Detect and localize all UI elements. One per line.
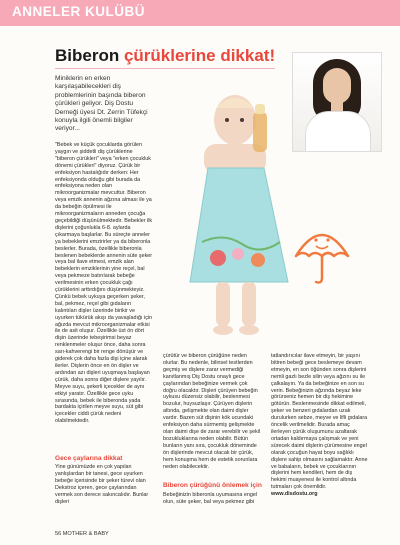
page-folio: 56 MOTHER & BABY (55, 531, 109, 537)
subhead-gece-caylari: Gece çaylarına dikkat (55, 455, 123, 462)
baby-photo (180, 82, 300, 344)
title-part1: Biberon (55, 46, 124, 65)
portrait-face (323, 68, 351, 104)
column-1 (55, 142, 153, 425)
title-divider (55, 68, 275, 69)
article-title (55, 46, 275, 66)
intro-paragraph: Miniklerin en erken karşılaşabilecekleri diş problemlerinin başında biberon çürükleri geliyor. Diş Dostu Derneği üyesi Dt. Zerrin Tüfekçi konuyla ilgili önemli bilgiler veriyor... (55, 75, 148, 133)
umbrella-icon (292, 218, 352, 288)
portrait-coat (305, 111, 371, 152)
title-part2: çürüklerine dikkat! (123, 46, 276, 65)
section-label: ANNELER KULÜBÜ (12, 4, 145, 19)
website-link[interactable]: www.disdostu.org (271, 491, 318, 498)
column-2-subbody: Bebeğinizin biberonla uyumasına engel olun, süte şeker, bal veya pekmez gibi (163, 492, 258, 505)
column-3-body: tatlandırıcılar ilave etmeyin, bir yaşını bitiren bebeği gece beslemeye devam etmeyin, en son öğünden sonra dişlerini nemli gazlı bezle silin veya ağzını su ile çalkalayın. Ya da bebeğinize en son su verin. Bebeğinizin ağzında beyaz leke görürseniz hemen bir diş hekimine götürün. Beslenmesinde dikkat edilmeli, şeker ve benzeri gıdalardan uzak durulurken sebze, meyve ve lifli gıdalara öncelik verilmelidir. Burada amaç ilerleyen çürük oluşumunu azaltarak ortadan kaldırmaya çalışmak ve yeni sürecek daimi dişlerin çürümesine engel olarak çocuğun hayat boyu sağlıklı dişlere sahip olmasını sağlamaktır. Anne ve babaların, bebek ve çocuklarının dişlerini hem kendileri, hem de diş hekimi muayenesi ile kontrol altında tutmaları çok önemlidir. (271, 353, 368, 491)
column-3 (271, 353, 369, 498)
column-1-body: "Bebek ve küçük çocuklarda görülen yaygın ve şiddetli diş çürüklerine "biberon çürükleri" veya "erken çocukluk dönemi çürükleri" diyoruz. Çürük bir enfeksiyon hastalığıdır derken: Her enfeksiyonda olduğu gibi burada da enfeksiyona neden olan mikroorganizmalar mevcuttur. Biberon veya emzik annenin ağzına alması ile ya da bebeğin öpülmesi ile mikroorganizmaların anneden çocuğa geçebildiği düşünülmektedir. Bebekler ilk dişlerini çoğunlukla 6-8. aylarda çıkarmaya başlarlar. Bu süreçte anneler ya bebeklerini emzirirler ya da biberonla beslerler. Burada, özellikle biberonla beslenen bebeklerde annenin süte şeker veya bal ilave etmesi, emzik alan bebeklerin emziklerinin yine reçel, bal veya pekmeze batırılarak bebeğe verilmesinin erken çocukluk çağı çürüklerini arttırdığını düşünmekteyiz. Çünkü bebek uykuya geçerken şeker, bal, pekmez, reçel gibi gıdaların kalıntıları dişler üzerinde birikir ve uyurken tükürük akışı da yavaşladığı için ağızda mevcut mikroorganizmalar etkisi ile de asit oluşur. Özellikle üst ön dört dişin üzerinde tebeşirimsi beyaz renklenmeler oluşur önce, daha sonra sarı-kahverengi bir renge dönüşür ve giderek çok daha fazla dişi içine alarak ilerler. Dişlerin önce en ön dişler ve ardından azı dişleri uyuşmaya başlayan çürük, daha sonra diğer dişlere yayılır. Meyve suyu, şekerli içecekler de aynı etkiyi yaratır. Özellikle gece uyku sırasında, bebek ile biberonda yada bardakta içirilen meyve suyu, süt gibi içecekler ciddi çürük nedeni olabilmektedir. (55, 142, 153, 425)
column-1-subbody: Yine günümüzde en çok yapılan yanlışlardan bir tanesi, gece uyurken bebeğe içerisinde bir şeker türevi olan Dekstroz içeren, gece çaylarından vermek son derece sakıncalıdır. Bunlar dişleri (55, 464, 149, 505)
author-portrait (292, 52, 382, 152)
section-header-bar (0, 0, 400, 26)
subhead-onlemek: Biberon çürüğünü önlemek için (163, 482, 262, 489)
column-2-body: çürütür ve biberon çürüğüne neden olurlar. Bu nedenle, bilinsel testlerden geçmiş ve dişlere zarar vermediği kanıtlanmış Diş Dostu onaylı gece çaylarından bebeğinize vermek çok doğru olacaktır. Dişleri çürüyen bebeğin uykusu düzensiz olabilir, beslenmesi bozulur, huysuzlaşır. Çürüyen dişlerin altında, gelişmekte olan daimi dişler vardır. Bazen süt dişinin kök ucundaki enfeksiyon daha sürmemiş gelişmekte olan daimi dişe de zarar verebilir ve şekil bozukluklarına neden olabilir. Bütün bunların yanı sıra, çocukluk döneminde ön dişlerinde mevcut olacak bir çürük, hem konuşma hem de estetik sorunlara neden olabilecektir. (163, 353, 261, 470)
